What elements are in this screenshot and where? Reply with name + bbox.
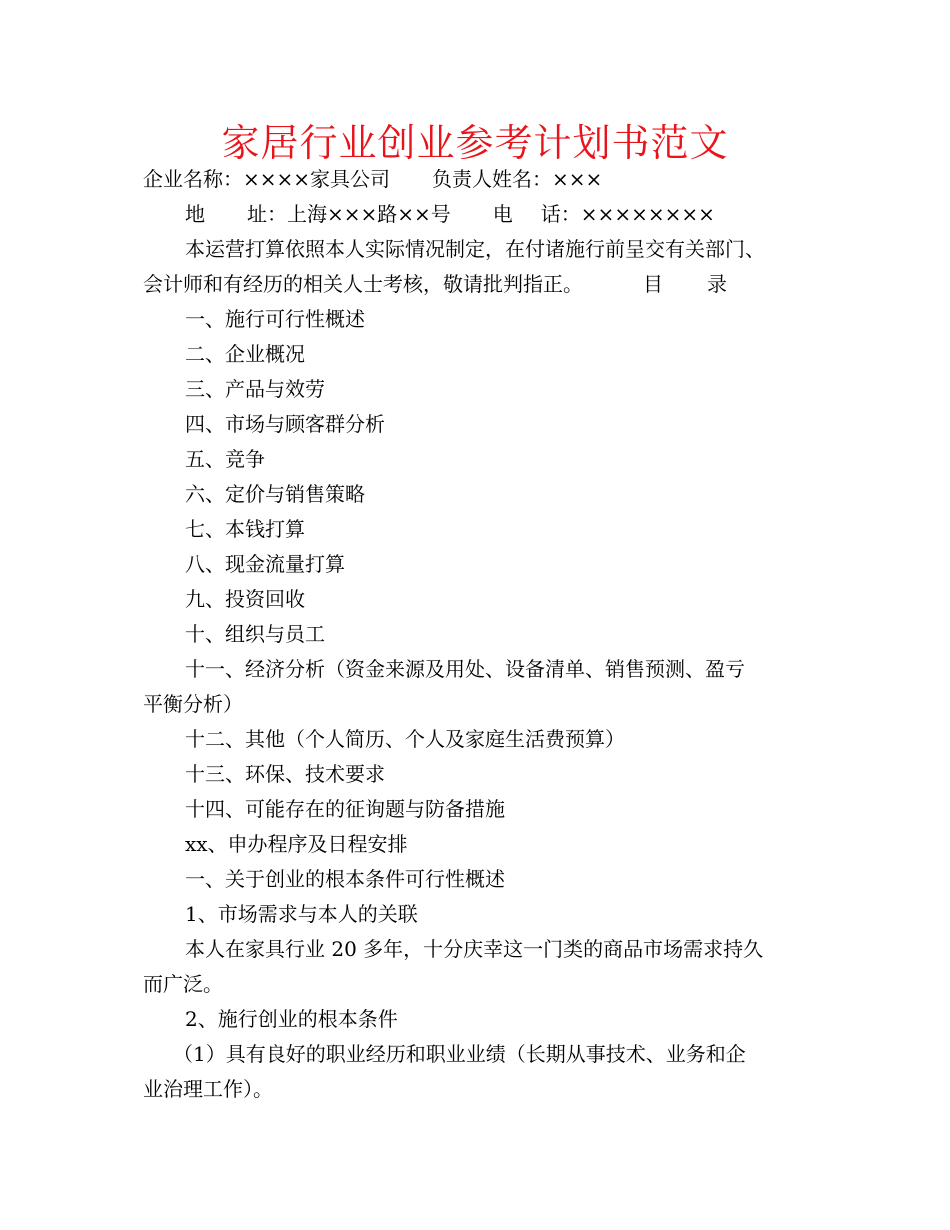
company-info-line [143, 162, 843, 197]
toc-item: 十二、其他（个人简历、个人及家庭生活费预算） [185, 727, 625, 751]
toc-item: 十四、可能存在的征询题与防备措施 [185, 797, 505, 821]
toc-item: 二、企业概况 [185, 342, 305, 366]
subsection-heading: 1、市场需求与本人的关联 [185, 902, 418, 926]
owner-label: 负责人姓名： [432, 167, 553, 191]
paragraph-line: 业治理工作）。 [143, 1077, 273, 1101]
toc-heading-part2: 录 [707, 272, 727, 296]
phone-label-part2: 话： [540, 202, 581, 226]
toc-item: 一、施行可行性概述 [185, 307, 365, 331]
address-value: 上海×××路××号 [287, 202, 451, 226]
phone-label-part1: 电 [492, 202, 513, 226]
address-label-part2: 址： [247, 202, 287, 226]
company-value: ××××家具公司 [243, 167, 391, 191]
subsection-heading: 2、施行创业的根本条件 [185, 1007, 398, 1031]
toc-heading-part1: 目 [643, 272, 663, 296]
phone-value: ×××××××× [580, 202, 715, 226]
document-body [143, 162, 843, 1107]
toc-item: 三、产品与效劳 [185, 377, 325, 401]
toc-item-11-line-1: 十一、经济分析（资金来源及用处、设备清单、销售预测、盈亏 [185, 657, 745, 681]
paragraph-line: （1）具有良好的职业经历和职业业绩（长期从事技术、业务和企 [173, 1042, 746, 1066]
toc-item: 四、市场与顾客群分析 [185, 412, 385, 436]
paragraph-line: 本人在家具行业 20 多年，十分庆幸这一门类的商品市场需求持久 [185, 937, 764, 961]
intro-line-2-text: 会计师和有经历的相关人士考核，敬请批判指正。 [143, 272, 583, 296]
toc-item: 十、组织与员工 [185, 622, 325, 646]
toc-item: 五、竞争 [185, 447, 265, 471]
toc-item-11-line-2: 平衡分析） [143, 692, 243, 716]
intro-line-1: 本运营打算依照本人实际情况制定，在付诸施行前呈交有关部门、 [185, 237, 765, 261]
address-phone-line [143, 197, 843, 232]
toc-item: xx、申办程序及日程安排 [185, 832, 408, 856]
paragraph-line: 而广泛。 [143, 972, 223, 996]
toc-item: 九、投资回收 [185, 587, 305, 611]
toc-item: 七、本钱打算 [185, 517, 305, 541]
address-label-part1: 地 [185, 202, 205, 226]
toc-item: 六、定价与销售策略 [185, 482, 365, 506]
company-label: 企业名称： [143, 167, 243, 191]
toc-item: 八、现金流量打算 [185, 552, 345, 576]
intro-line-2 [143, 267, 843, 302]
section-heading: 一、关于创业的根本条件可行性概述 [185, 867, 505, 891]
document-title: 家居行业创业参考计划书范文 [221, 121, 729, 165]
toc-item: 十三、环保、技术要求 [185, 762, 385, 786]
owner-value: ××× [552, 167, 603, 191]
